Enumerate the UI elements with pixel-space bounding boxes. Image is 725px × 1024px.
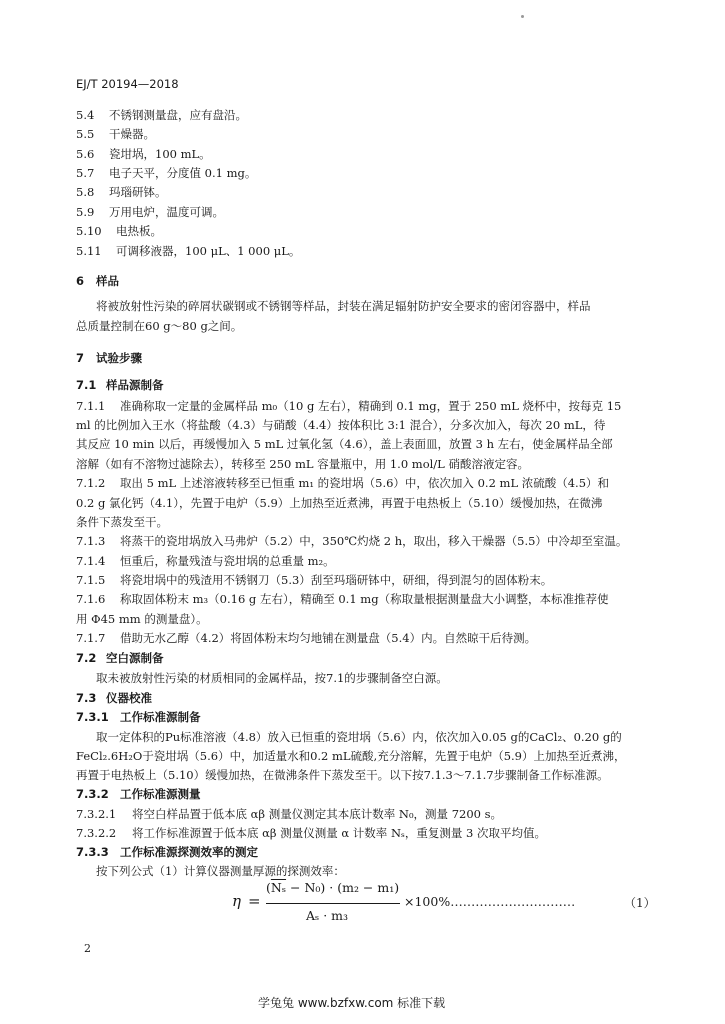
subsection-heading: 7.3 仪器校准 (76, 691, 152, 705)
list-item: 5.9 万用电炉，温度可调。 (76, 205, 224, 219)
clause-line: 7.1.6 称取固体粉末 m₃（0.16 g 左右），精确至 0.1 mg（称取量根据测量盘大小调整，本标准推荐使 (76, 592, 609, 606)
clause-line: 条件下蒸发至干。 (76, 515, 168, 529)
formula-numerator: $(\overline{N_s} - N_0) \cdot (m_2 - m_1)$ (266, 880, 400, 895)
list-item: 5.7 电子天平，分度值 0.1 mg。 (76, 166, 257, 180)
efficiency-formula (232, 872, 656, 932)
clause-line: 用 Φ45 mm 的测量盘）。 (76, 612, 208, 626)
formula-equals: = (248, 892, 261, 910)
clause-line: 7.1.3 将蒸干的瓷坩埚放入马弗炉（5.2）中，350℃灼烧 2 h，取出，移入干燥器（5.5）中冷却至室温。 (76, 534, 628, 548)
paragraph-line: 再置于电热板上（5.10）缓慢加热，在微沸条件下蒸发至干。以下按7.1.3～7.1.7步骤制备工作标准源。 (76, 768, 609, 782)
watermark-footer: 学兔兔 www.bzfxw.com 标准下载 (258, 996, 446, 1010)
paragraph-line: FeCl₂.6H₂O于瓷坩埚（5.6）中，加适量水和0.2 mL硫酸,充分溶解，先置于电炉（5.9）上加热至近煮沸， (76, 749, 626, 763)
subsection-heading: 7.3.3 工作标准源探测效率的测定 (76, 845, 258, 859)
paragraph-line: 取未被放射性污染的材质相同的金属样品，按7.1的步骤制备空白源。 (96, 671, 448, 685)
section-heading: 7 试验步骤 (76, 351, 142, 365)
standard-code: EJ/T 20194—2018 (76, 77, 179, 91)
paragraph-line: 取一定体积的Pu标准溶液（4.8）放入已恒重的瓷坩埚（5.6）内，依次加入0.05 g的CaCl₂、0.20 g的 (96, 730, 622, 744)
list-item: 5.5 干燥器。 (76, 127, 155, 141)
clause-line: ml 的比例加入王水（将盐酸（4.3）与硝酸（4.4）按体积比 3:1 混合），分多次加入，每次 20 mL，待 (76, 418, 606, 432)
section-heading: 6 样品 (76, 274, 119, 288)
clause-line: 0.2 g 氯化钙（4.1），先置于电炉（5.9）上加热至近煮沸，再置于电热板上（5.10）缓慢加热，在微沸 (76, 496, 603, 510)
clause-line: 7.1.5 将瓷坩埚中的残渣用不锈钢刀（5.3）刮至玛瑙研钵中，研细，得到混匀的固体粉末。 (76, 573, 553, 587)
list-item: 5.6 瓷坩埚，100 mL。 (76, 147, 211, 161)
subsection-heading: 7.1 样品源制备 (76, 378, 164, 392)
clause-line: 7.3.2.1 将空白样品置于低本底 αβ 测量仪测定其本底计数率 N₀，测量 7200 s。 (76, 807, 503, 821)
paragraph-line: 按下列公式（1）计算仪器测量厚源的探测效率： (96, 864, 345, 878)
subsection-heading: 7.3.1 工作标准源制备 (76, 710, 201, 724)
equation-number: （1） (624, 896, 656, 910)
clause-line: 7.1.1 准确称取一定量的金属样品 m₀（10 g 左右），精确到 0.1 mg，置于 250 mL 烧杯中，按每克 15 (76, 399, 622, 413)
formula-lhs: η (232, 892, 241, 910)
clause-line: 7.1.4 恒重后，称量残渣与瓷坩埚的总重量 m₂。 (76, 554, 335, 568)
clause-line: 7.1.7 借助无水乙醇（4.2）将固体粉末均匀地铺在测量盘（5.4）内。自然晾干后待测。 (76, 631, 537, 645)
clause-line: 7.1.2 取出 5 mL 上述溶液转移至已恒重 m₁ 的瓷坩埚（5.6）中，依次加入 0.2 mL 浓硫酸（4.5）和 (76, 476, 610, 490)
list-item: 5.4 不锈钢测量盘，应有盘沿。 (76, 108, 247, 122)
subsection-heading: 7.3.2 工作标准源测量 (76, 787, 201, 801)
list-item: 5.10 电热板。 (76, 224, 162, 238)
list-item: 5.11 可调移液器，100 μL、1 000 μL。 (76, 244, 301, 258)
list-item: 5.8 玛瑙研钵。 (76, 185, 167, 199)
page-number: 2 (84, 942, 91, 955)
clause-line: 其反应 10 min 以后，再缓慢加入 5 mL 过氧化氢（4.6），盖上表面皿，放置 3 h 左右，使金属样品全部 (76, 437, 613, 451)
formula-multiplier: ×100%………………………… (404, 894, 576, 909)
paragraph-line: 总质量控制在60 g～80 g之间。 (76, 319, 243, 333)
scan-speck (521, 15, 524, 18)
subsection-heading: 7.2 空白源制备 (76, 651, 164, 665)
fraction-bar (266, 903, 400, 904)
clause-line: 7.3.2.2 将工作标准源置于低本底 αβ 测量仪测量 α 计数率 Nₛ，重复测量 3 次取平均值。 (76, 826, 547, 840)
paragraph-line: 将被放射性污染的碎屑状碳钢或不锈钢等样品，封装在满足辐射防护安全要求的密闭容器中，样品 (96, 299, 591, 313)
clause-line: 溶解（如有不溶物过滤除去），转移至 250 mL 容量瓶中，用 1.0 mol/L 硝酸溶液定容。 (76, 457, 529, 471)
formula-denominator: Aₛ · m₃ (306, 908, 349, 923)
